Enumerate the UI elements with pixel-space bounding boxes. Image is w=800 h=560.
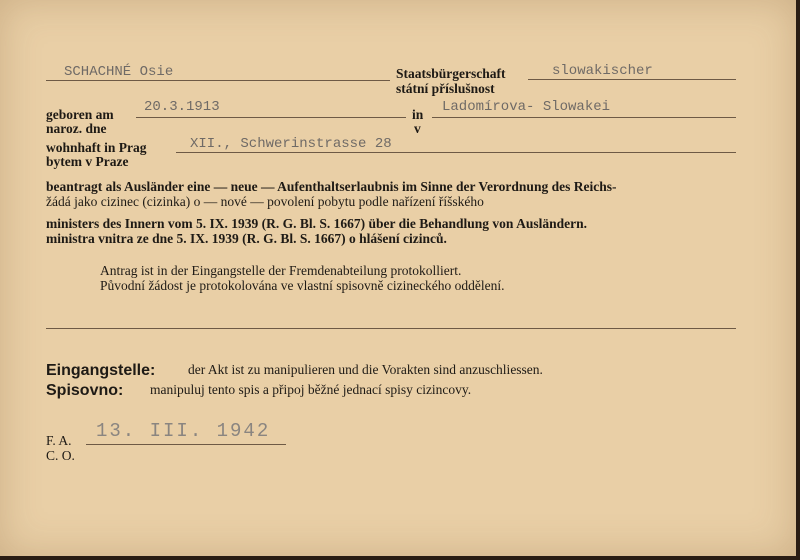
birth-place-underline	[432, 117, 736, 118]
citizenship-label-de: Staatsbürgerschaft	[396, 66, 506, 81]
fa-underline	[86, 444, 286, 445]
birth-in-de: in	[412, 107, 424, 122]
citizenship-label-cz: státní příslušnost	[396, 81, 495, 96]
eingang-label: Eingangstelle:	[46, 362, 156, 379]
scan-edge-right	[796, 0, 800, 560]
residence-label-cz: bytem v Praze	[46, 154, 129, 169]
birth-date-underline	[136, 117, 406, 118]
citizenship-value: slowakischer	[552, 63, 653, 79]
protocol-line-cz: Původní žádost je protokolována ve vlastní spisovně cizineckého oddělení.	[100, 278, 505, 293]
protocol-line-de: Antrag ist in der Eingangstelle der Fremdenabteilung protokolliert.	[100, 263, 462, 278]
scan-edge-bottom	[0, 556, 800, 560]
body-line-4: ministra vnitra ze dne 5. IX. 1939 (R. G. Bl. S. 1667) o hlášení cizinců.	[46, 231, 447, 246]
birth-place: Ladomírova- Slowakei	[442, 99, 611, 115]
birth-label-cz: naroz. dne	[46, 121, 107, 136]
citizenship-underline	[528, 79, 736, 80]
birth-date: 20.3.1913	[144, 99, 220, 115]
body-line-1: beantragt als Ausländer eine — neue — Aufenthaltserlaubnis im Sinne der Verordnung des Reichs-	[46, 179, 617, 194]
spisovno-text: manipuluj tento spis a připoj běžné jednací spisy cizincovy.	[150, 382, 472, 397]
fa-label: F. A.	[46, 433, 72, 448]
date-stamp: 13. III. 1942	[96, 420, 271, 442]
birth-label-de: geboren am	[46, 107, 114, 122]
body-line-3: ministers des Innern vom 5. IX. 1939 (R. G. Bl. S. 1667) über die Behandlung von Ausländern.	[46, 216, 587, 231]
birth-in-cz: v	[414, 121, 421, 136]
residence-label-de: wohnhaft in Prag	[46, 140, 147, 155]
co-label: C. O.	[46, 448, 75, 463]
body-line-2: žádá jako cizinec (cizinka) o — nové — povolení pobytu podle nařízení říšského	[46, 194, 484, 209]
spisovno-label: Spisovno:	[46, 382, 124, 399]
eingang-text: der Akt ist zu manipulieren und die Vorakten sind anzuschliessen.	[188, 362, 543, 377]
residence-underline	[176, 152, 736, 153]
residence-value: XII., Schwerinstrasse 28	[190, 136, 392, 152]
section-divider	[46, 328, 736, 329]
name-underline	[46, 80, 390, 81]
applicant-name: SCHACHNÉ Osie	[64, 64, 174, 80]
